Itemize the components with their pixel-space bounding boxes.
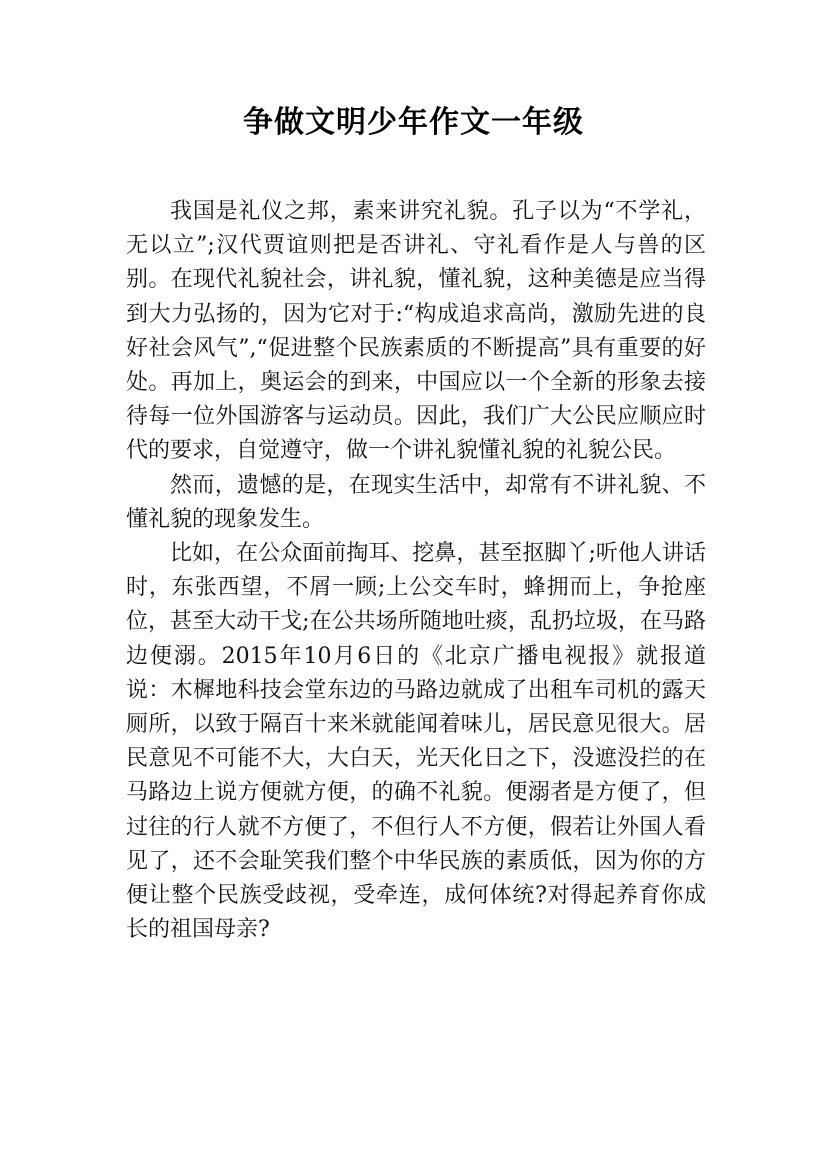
paragraph-1: 我国是礼仪之邦，素来讲究礼貌。孔子以为“不学礼，无以立”;汉代贾谊则把是否讲礼、守礼看作是人与兽的区别。在现代礼貌社会，讲礼貌，懂礼貌，这种美德是应当得到大力弘扬的，因为它对于:“构成追求高尚，激励先进的良好社会风气”,“促进整个民族素质的不断提高”具有重要的好处。再加上，奥运会的到来，中国应以一个全新的形象去接待每一位外国游客与运动员。因此，我们广大公民应顺应时代的要求，自觉遵守，做一个讲礼貌懂礼貌的礼貌公民。 xyxy=(126,199,706,464)
document-title: 争做文明少年作文一年级 xyxy=(243,105,584,140)
paragraph-3: 比如，在公众面前掏耳、挖鼻，甚至抠脚丫;听他人讲话时，东张西望，不屑一顾;上公交车时，蜂拥而上，争抢座位，甚至大动干戈;在公共场所随地吐痰，乱扔垃圾，在马路边便溺。2015年10月6日的《北京广播电视报》就报道说：木樨地科技会堂东边的马路边就成了出租车司机的露天厕所，以致于隔百十来米就能闻着味儿，居民意见很大。居民意见不可能不大，大白天，光天化日之下，没遮没拦的在马路边上说方便就方便，的确不礼貌。便溺者是方便了，但过往的行人就不方便了，不但行人不方便，假若让外国人看见了，还不会耻笑我们整个中华民族的素质低，因为你的方便让整个民族受歧视，受牵连，成何体统?对得起养育你成长的祖国母亲? xyxy=(126,541,706,943)
document-body xyxy=(126,195,706,947)
paragraph-2: 然而，遗憾的是，在现实生活中，却常有不讲礼貌、不懂礼貌的现象发生。 xyxy=(126,472,706,532)
